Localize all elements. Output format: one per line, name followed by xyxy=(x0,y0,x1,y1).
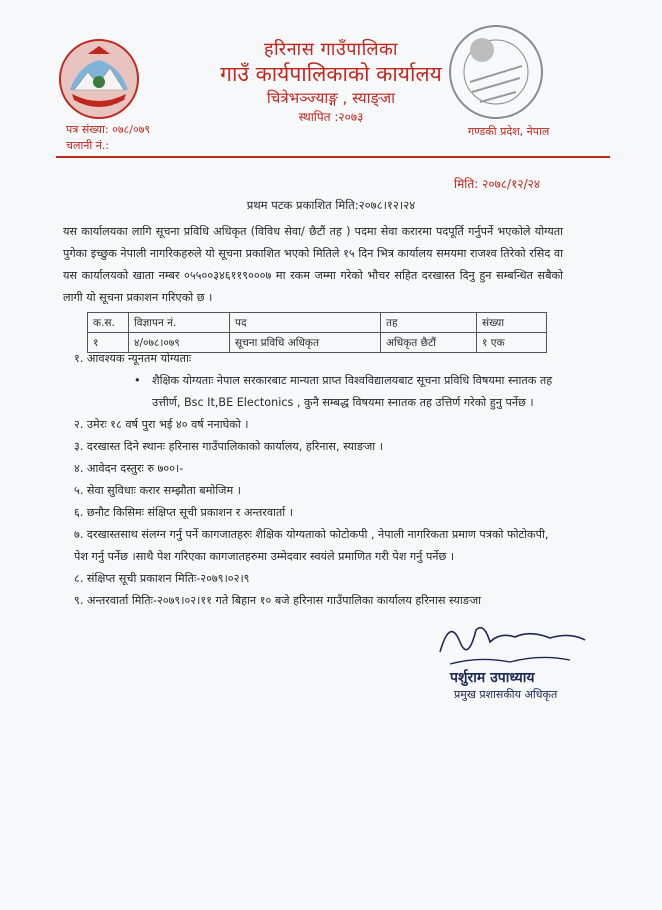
notice-body: यस कार्यालयका लागि सूचना प्रविधि अधिकृत (विविध सेवा/ छैटौं तह ) पदमा सेवा करारमा पदपूर्ति गर्नुपर्ने भएकोले योग्यता पुगेका इच्छुक नेपाली नागरिकहरुले यो सूचना प्रकाशित भएको मितिले १५ दिन भित्र कार्यालय समयमा राजश्व तिरेको रसिद वा यस कार्यालयको खाता नम्बर ०५५००३४६११९०००७ मा रकम जम्मा गरेको भौचर सहित दरखास्त दिनु हुन सम्बन्धित सबैको लागी यो सूचना प्रकाशन गरिएको छ । xyxy=(63,225,563,304)
table-cell: अधिकृत छैटौं xyxy=(381,333,477,353)
table-cell: १ xyxy=(88,333,129,353)
list-item: ६. छनौट किसिमः संक्षिप्त सूची प्रकाशन र अन्तरवार्ता । xyxy=(74,506,294,519)
signature-icon xyxy=(420,612,600,668)
table-header-row xyxy=(88,313,547,333)
office-name: गाउँ कार्यपालिकाको कार्यालय xyxy=(220,62,442,86)
table-cell: ४/०७८।०७९ xyxy=(129,333,230,353)
list-item: १. आवश्यक न्यूनतम योग्यताः xyxy=(74,352,192,365)
bullet-icon: • xyxy=(134,374,141,387)
vacancy-table xyxy=(87,312,547,353)
list-item: ७. दरखास्तसाथ संलग्न गर्नु पर्ने कागजातहरुः शैक्षिक योग्यताको फोटोकपी , नेपाली नागरिकता प्रमाण पत्रको फोटोकपी, पेश गर्नु पर्नेछ ।साथै पेश गरिएका कागजातहरुमा उम्मेदवार स्वयंले प्रमाणित गरी पेश गर्नु पर्नेछ । xyxy=(74,528,549,563)
table-header: क.स. xyxy=(88,313,129,333)
publication-date: प्रथम पटक प्रकाशित मिति:२०७८।१२।२४ xyxy=(246,198,416,212)
notice-date: मिति: २०७८/१२/२४ xyxy=(454,177,541,191)
table-cell: सूचना प्रविधि अधिकृत xyxy=(230,333,381,353)
requirements-list xyxy=(74,348,564,612)
list-item: २. उमेरः १८ वर्ष पुरा भई ४० वर्ष ननाघेको । xyxy=(74,418,249,431)
list-item xyxy=(74,370,564,414)
signatory-post: प्रमुख प्रशासकीय अधिकृत xyxy=(454,688,558,701)
table-cell: १ एक xyxy=(477,333,547,353)
list-item: ९. अन्तरवार्ता मितिः-२०७९।०२।११ गते बिहान १० बजे हरिनास गाउँपालिका कार्यालय हरिनास स्याङजा xyxy=(74,594,482,607)
dispatch-no: चलानी नं.: xyxy=(66,139,110,152)
letter-ref-no: पत्र संख्या: ०७८/०७९ xyxy=(66,123,151,136)
office-address: चित्रेभञ्ज्याङ्ग , स्याङ्जा xyxy=(266,89,396,107)
table-header: पद xyxy=(230,313,381,333)
list-item: ३. दरखास्त दिने स्थानः हरिनास गाउँपालिकाको कार्यालय, हरिनास, स्याङजा । xyxy=(74,440,383,453)
header-divider xyxy=(56,156,610,158)
qualification-text: शैक्षिक योग्यताः नेपाल सरकारबाट मान्यता प्राप्त विश्वविद्यालयबाट सूचना प्रविधि विषयमा स्नातक तह उत्तीर्ण, Bsc It,BE Electonics , कुनै सम्बद्ध विषयमा स्नातक तह उत्तिर्ण गरेको हुनु पर्नेछ । xyxy=(152,374,553,409)
list-item: ५. सेवा सुविधाः करार सम्झौता बमोजिम । xyxy=(74,484,241,497)
list-item: ४. आवेदन दस्तुरः रु ७००।- xyxy=(74,462,184,475)
table-header: संख्या xyxy=(477,313,547,333)
municipality-name: हरिनास गाउँपालिका xyxy=(263,39,399,60)
reference-block xyxy=(66,122,150,154)
table-header: विज्ञापन नं. xyxy=(129,313,230,333)
table-header: तह xyxy=(381,313,477,333)
established-year: स्थापित :२०७३ xyxy=(298,110,364,124)
signatory-name: पर्शुराम उपाध्याय xyxy=(450,670,535,686)
province-label: गण्डकी प्रदेश, नेपाल xyxy=(468,125,550,138)
list-item: ८. संक्षिप्त सूची प्रकाशन मितिः-२०७९।०२।९ xyxy=(74,572,250,585)
